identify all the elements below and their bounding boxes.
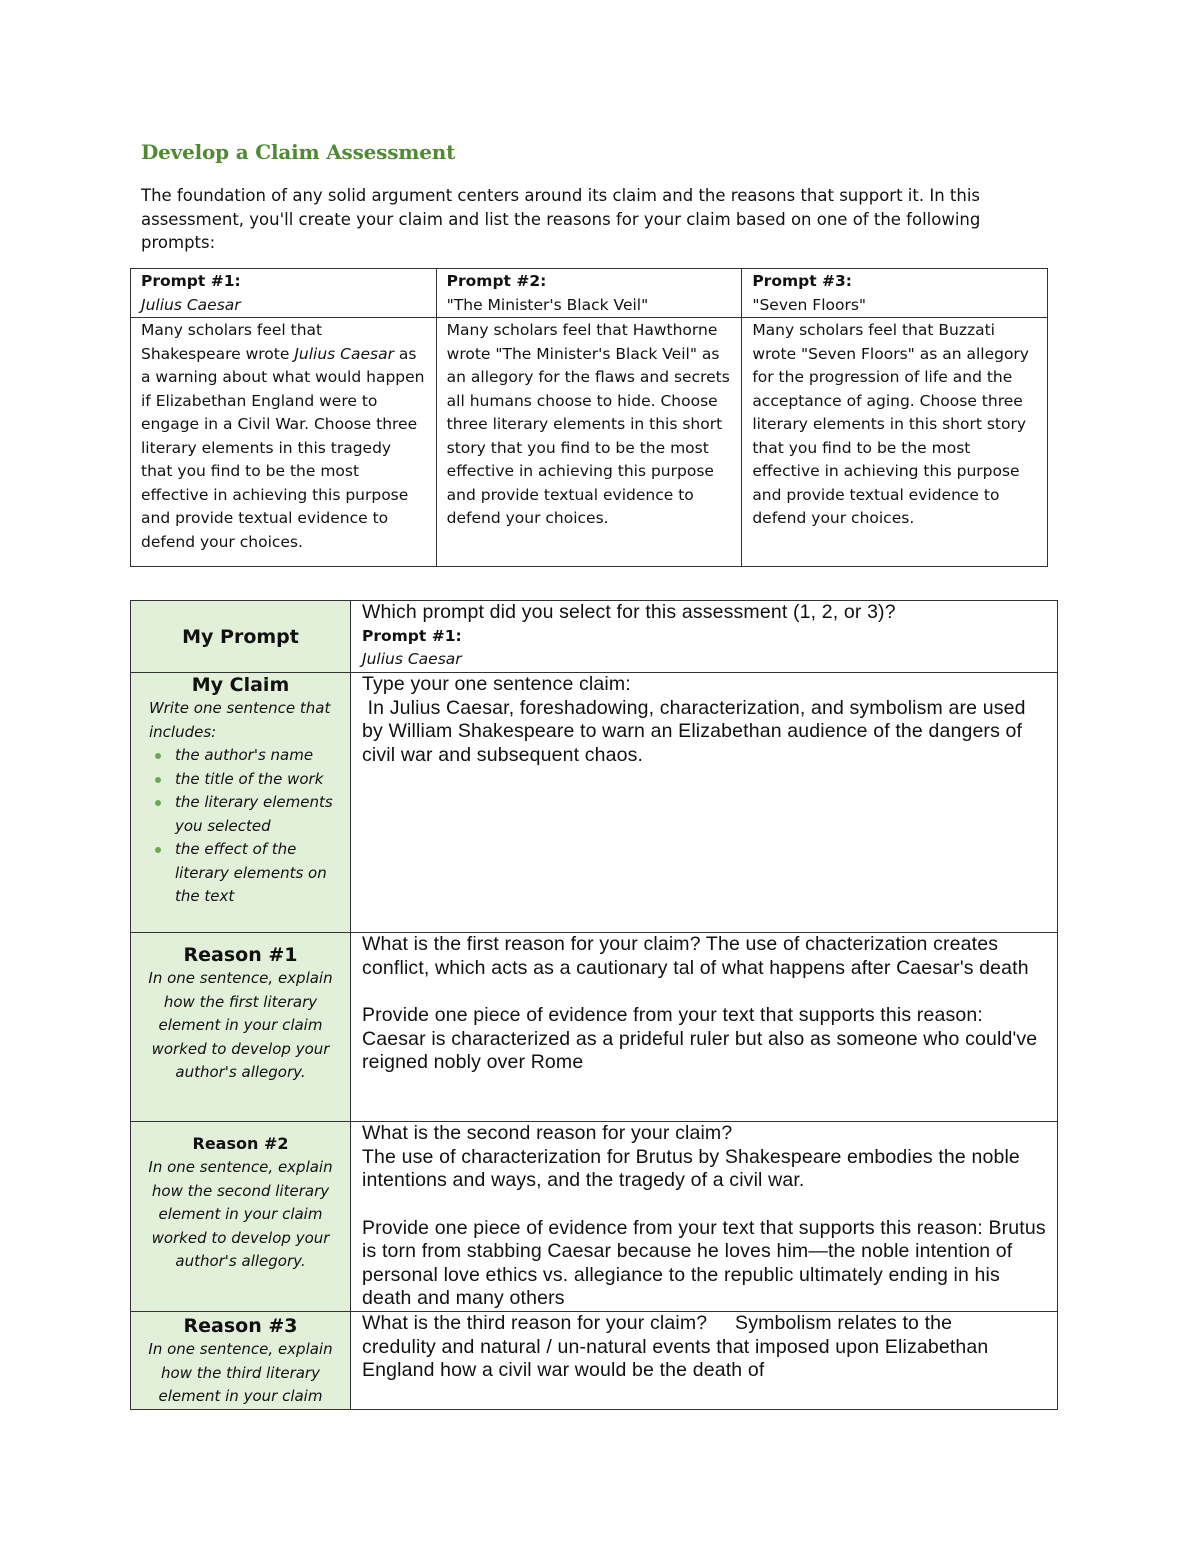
reason-2-label: Reason #2 (192, 1134, 289, 1153)
my-claim-instructions (141, 697, 340, 909)
my-prompt-label-cell (131, 601, 351, 673)
my-claim-question: Type your one sentence claim: (362, 673, 631, 695)
list-item: the author's name (175, 744, 340, 768)
my-claim-row (131, 673, 1058, 933)
my-claim-bullet-list (149, 744, 340, 909)
my-prompt-label: My Prompt (182, 625, 299, 648)
prompt-3-heading: Prompt #3: (752, 272, 852, 290)
reason-1-answer-cell[interactable] (351, 933, 1058, 1122)
prompt-description-row (131, 318, 1048, 567)
prompt-3-work: "Seven Floors" (752, 295, 867, 314)
reason-3-row (131, 1312, 1058, 1410)
prompt-1-desc-start: Many scholars feel that Shakespeare wrote (141, 321, 323, 363)
reason-1-row (131, 933, 1058, 1122)
my-claim-label-cell (131, 673, 351, 933)
reason-1-evidence: Caesar is characterized as a prideful ruler but also as someone who could've reigned nobly over Rome (362, 1027, 1038, 1073)
my-claim-instruction: Write one sentence that includes: (149, 699, 331, 741)
my-prompt-answer-work: Julius Caesar (362, 650, 462, 668)
prompt-header-row (131, 269, 1048, 318)
my-prompt-question: Which prompt did you select for this assessment (1, 2, or 3)? (362, 601, 896, 623)
list-item: the literary elements you selected (175, 791, 340, 838)
reason-3-label: Reason #3 (183, 1315, 298, 1337)
reason-1-evidence-prompt: Provide one piece of evidence from your text that supports this reason: (362, 1004, 983, 1026)
prompt-1-desc-end: as a warning about what would happen if Elizabethan England were to engage in a Civil War. Choose three literary elements in this tragedy that you find to be the most effective in achieving this purpose and provide textual evidence to defend your choices. (141, 344, 425, 551)
prompt-2-description (436, 318, 742, 567)
list-item: the title of the work (175, 768, 340, 792)
claim-worksheet-table (130, 600, 1058, 1410)
my-claim-answer: In Julius Caesar, foreshadowing, characterization, and symbolism are used by William Shakespeare to warn an Elizabethan audience of the dangers of civil war and subsequent chaos. (362, 696, 1034, 766)
prompt-2-desc-text: Many scholars feel that Hawthorne wrote "The Minister's Black Veil" as an allegory for the flaws and secrets all humans choose to hide. Choose three literary elements in this short story that you find to be the most effective in achieving this purpose and provide textual evidence to defend your choices. (446, 321, 730, 527)
reason-2-answer: The use of characterization for Brutus by Shakespeare embodies the noble intentions and ways, and the tragedy of a civil war. (362, 1145, 1020, 1191)
reason-3-label-cell (131, 1312, 351, 1410)
prompt-2-heading: Prompt #2: (446, 272, 547, 290)
prompt-3-desc-text: Many scholars feel that Buzzati wrote "Seven Floors" as an allegory for the progression of life and the acceptance of aging. Choose three literary elements in this short story that you find to be the most effective in achieving this purpose and provide textual evidence to defend your choices. (752, 321, 1029, 527)
prompt-1-header (131, 269, 437, 318)
my-prompt-row (131, 601, 1058, 673)
prompt-3-header (742, 269, 1048, 318)
page-title: Develop a Claim Assessment (141, 140, 456, 164)
my-prompt-answer-heading: Prompt #1: (362, 626, 462, 645)
reason-3-answer: credulity and natural / un-natural events that imposed upon Elizabethan England how a civil war would be the death of (362, 1335, 989, 1381)
my-claim-label: My Claim (191, 674, 290, 696)
reason-1-question: What is the first reason for your claim? The use of chacterization creates conflict, which acts as a cautionary tal of what happens after Caesar's death (362, 933, 1029, 979)
reason-3-instruction: In one sentence, explain how the third literary element in your claim (148, 1340, 333, 1405)
reason-3-question: What is the third reason for your claim? Symbolism relates to the (362, 1312, 953, 1334)
prompt-1-desc-title: Julius Caesar (294, 344, 394, 363)
intro-paragraph: The foundation of any solid argument centers around its claim and the reasons that support it. In this assessment, you'll create your claim and list the reasons for your claim based on one of the following prompts: (141, 186, 981, 252)
prompt-2-work: "The Minister's Black Veil" (446, 295, 649, 314)
prompt-1-work: Julius Caesar (141, 295, 241, 314)
my-claim-answer-cell[interactable] (351, 673, 1058, 933)
prompt-1-heading: Prompt #1: (141, 272, 241, 290)
reason-1-label-cell (131, 933, 351, 1122)
prompt-2-header (436, 269, 742, 318)
list-item: the effect of the literary elements on the text (175, 838, 340, 909)
reason-1-instruction: In one sentence, explain how the first literary element in your claim worked to develop your author's allegory. (148, 969, 333, 1081)
reason-2-label-cell (131, 1122, 351, 1312)
prompt-1-description (131, 318, 437, 567)
reason-2-answer-cell[interactable] (351, 1122, 1058, 1312)
reason-2-question: What is the second reason for your claim? (362, 1122, 733, 1144)
reason-1-label: Reason #1 (183, 944, 298, 966)
my-prompt-answer-cell[interactable] (351, 601, 1058, 673)
reason-2-instruction: In one sentence, explain how the second literary element in your claim worked to develop your author's allegory. (148, 1158, 333, 1270)
prompt-3-description (742, 318, 1048, 567)
reason-2-row (131, 1122, 1058, 1312)
reason-2-evidence: Provide one piece of evidence from your text that supports this reason: Brutus is torn from stabbing Caesar because he loves him—the noble intention of personal love ethics vs. allegiance to the republic ultimately ending in his death and many others (362, 1216, 1046, 1309)
prompt-options-table (130, 268, 1048, 567)
reason-3-answer-cell[interactable] (351, 1312, 1058, 1410)
